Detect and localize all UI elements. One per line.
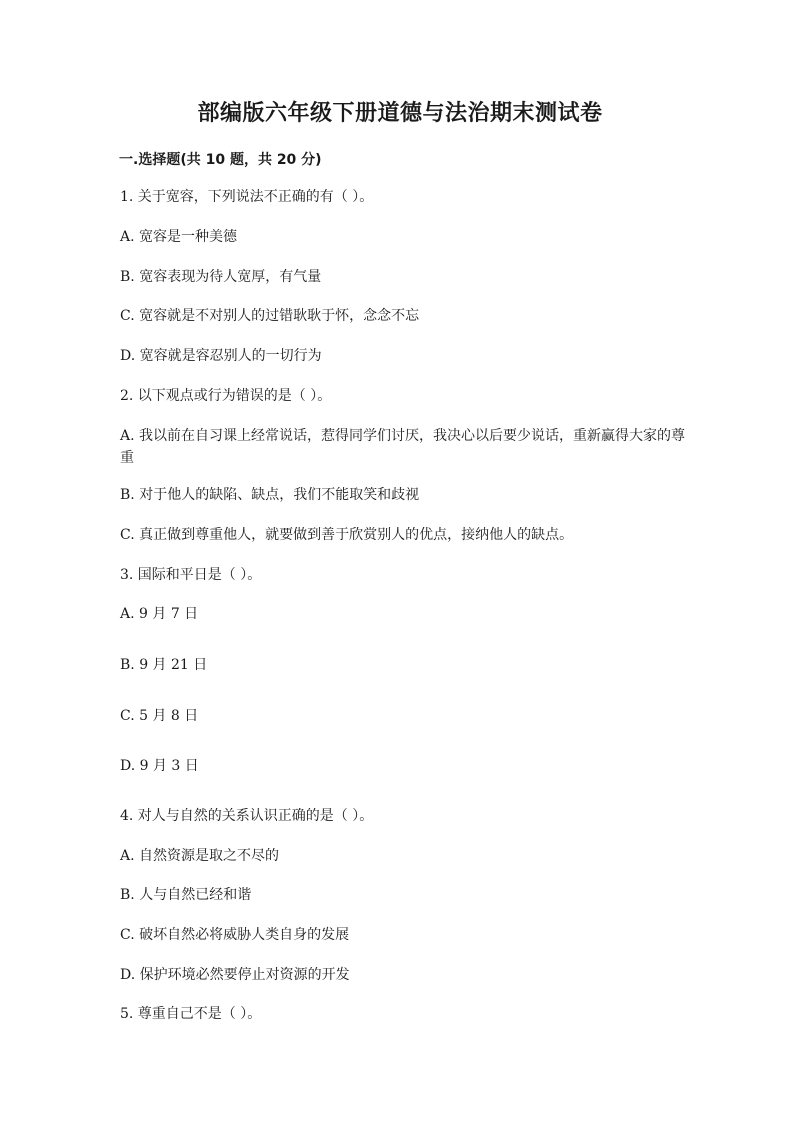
question-2-option-b: B. 对于他人的缺陷、缺点，我们不能取笑和歧视 xyxy=(120,487,420,503)
question-4-option-b: B. 人与自然已经和谐 xyxy=(120,887,252,903)
question-1-option-a: A. 宽容是一种美德 xyxy=(120,229,238,245)
question-3-option-c: C. 5 月 8 日 xyxy=(120,708,199,724)
question-1-option-b: B. 宽容表现为待人宽厚，有气量 xyxy=(120,269,322,285)
question-2-option-a: A. 我以前在自习课上经常说话，惹得同学们讨厌，我决心以后要少说话，重新赢得大家的尊重 xyxy=(120,428,686,466)
question-3-option-a: A. 9 月 7 日 xyxy=(120,606,199,622)
page-title: 部编版六年级下册道德与法治期末测试卷 xyxy=(197,101,603,126)
section-heading: 一.选择题(共 10 题，共 20 分) xyxy=(119,152,322,168)
question-4-option-c: C. 破坏自然必将威胁人类自身的发展 xyxy=(120,927,350,943)
question-3-stem: 3. 国际和平日是（ ）。 xyxy=(120,567,262,583)
question-1-option-c: C. 宽容就是不对别人的过错耿耿于怀，念念不忘 xyxy=(120,308,420,324)
question-4-stem: 4. 对人与自然的关系认识正确的是（ ）。 xyxy=(120,808,374,824)
question-2-option-c: C. 真正做到尊重他人，就要做到善于欣赏别人的优点，接纳他人的缺点。 xyxy=(120,527,574,543)
question-1-stem: 1. 关于宽容，下列说法不正确的有（ ）。 xyxy=(120,189,374,205)
question-4-option-d: D. 保护环境必然要停止对资源的开发 xyxy=(120,967,350,983)
question-1-option-d: D. 宽容就是容忍别人的一切行为 xyxy=(120,348,322,364)
question-2-stem: 2. 以下观点或行为错误的是（ ）。 xyxy=(120,388,332,404)
question-5-stem: 5. 尊重自己不是（ ）。 xyxy=(120,1006,262,1022)
question-3-option-d: D. 9 月 3 日 xyxy=(120,758,199,774)
question-3-option-b: B. 9 月 21 日 xyxy=(120,657,208,673)
question-4-option-a: A. 自然资源是取之不尽的 xyxy=(120,848,280,864)
